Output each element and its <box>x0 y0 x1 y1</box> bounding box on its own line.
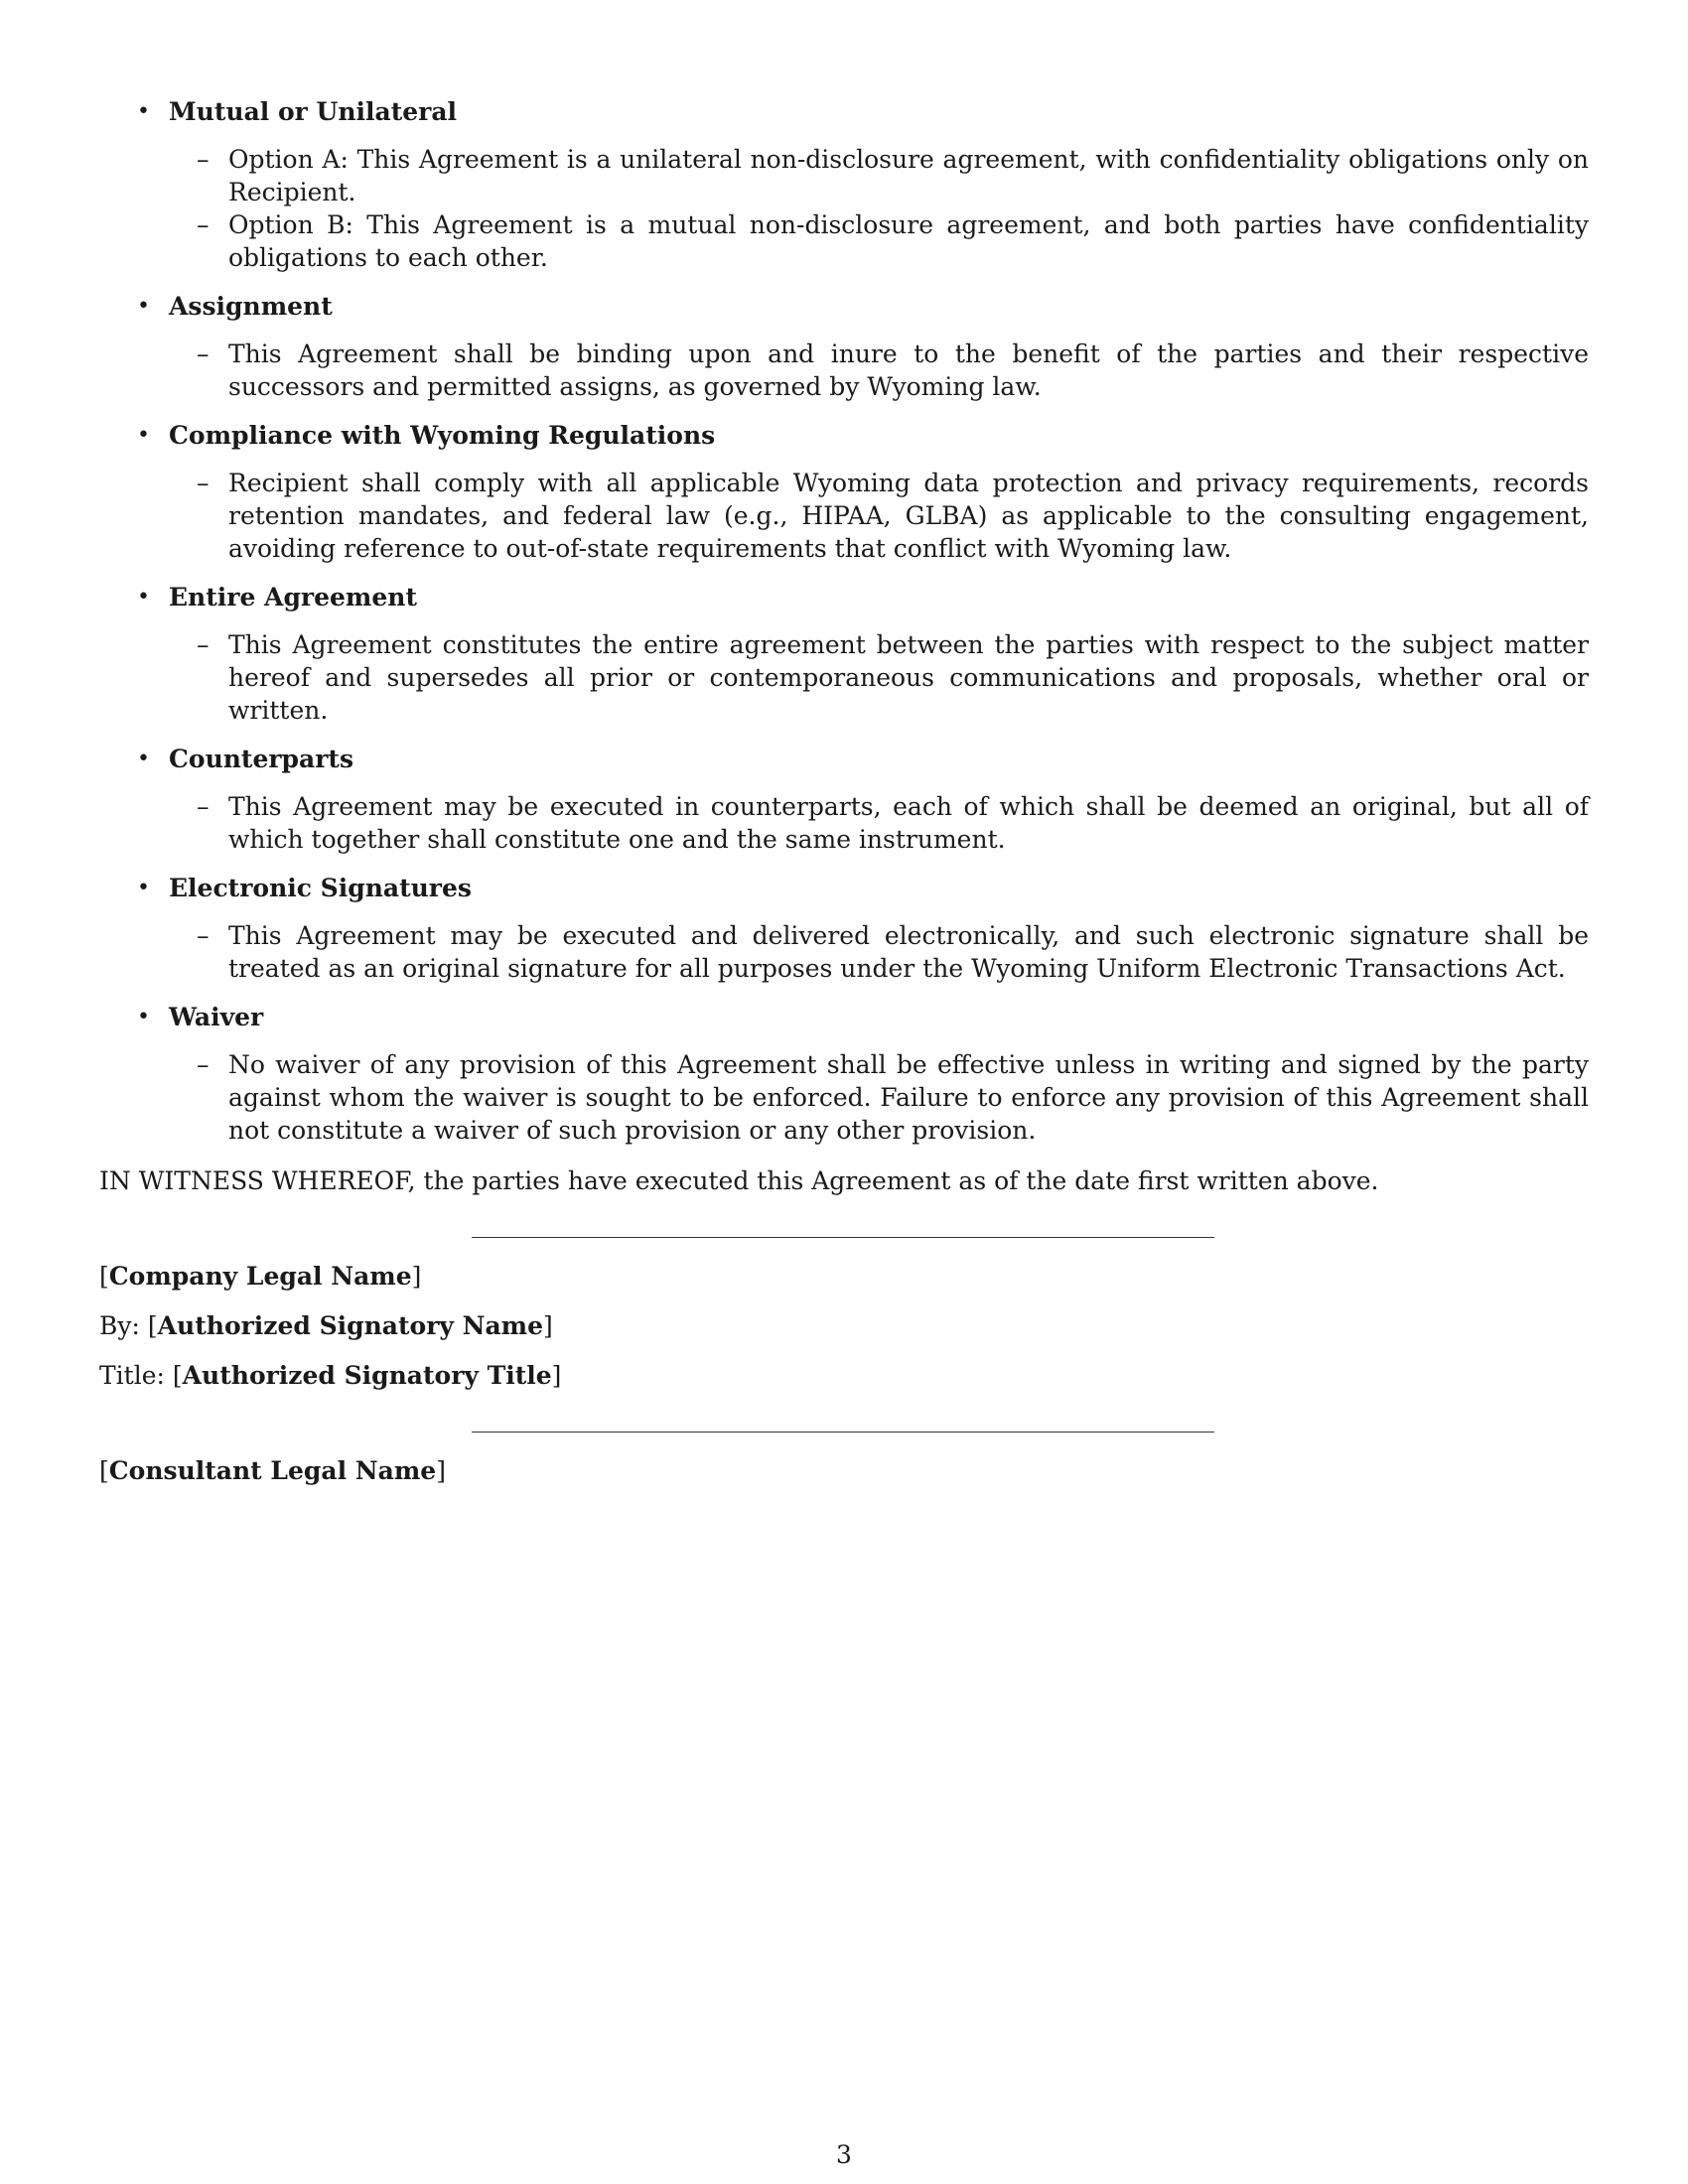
section-items <box>169 919 1589 985</box>
close-bracket: ] <box>436 1456 446 1485</box>
section-title: Waiver <box>169 1003 264 1031</box>
witness-clause: IN WITNESS WHEREOF, the parties have executed this Agreement as of the date first written above. <box>99 1166 1379 1195</box>
item-text: This Agreement constitutes the entire agreement between the parties with respect to the subject matter hereof and supersedes all prior or contemporaneous communications and proposals, whether oral or written. <box>228 630 1589 725</box>
list-item <box>169 143 1589 208</box>
section-entire-agreement <box>99 581 1589 727</box>
list-item <box>169 467 1589 565</box>
section-assignment <box>99 290 1589 403</box>
bullet-icon: • <box>137 876 150 900</box>
section-title: Compliance with Wyoming Regulations <box>169 421 716 450</box>
bullet-icon: • <box>137 585 150 610</box>
open-bracket: [ <box>172 1361 183 1390</box>
company-legal-name: Company Legal Name <box>108 1262 412 1291</box>
section-items <box>169 628 1589 727</box>
section-title: Mutual or Unilateral <box>169 97 458 126</box>
section-mutual-or-unilateral <box>99 95 1589 274</box>
section-counterparts <box>99 743 1589 856</box>
section-title: Electronic Signatures <box>169 874 472 902</box>
dash-icon: – <box>197 210 210 239</box>
item-text: This Agreement may be executed in counterparts, each of which shall be deemed an original, but all of which together shall constitute one and the same instrument. <box>228 792 1589 854</box>
bullet-icon: • <box>137 1005 150 1029</box>
title-label: Title: <box>99 1361 165 1390</box>
open-bracket: [ <box>99 1456 109 1485</box>
dash-icon: – <box>197 469 210 497</box>
dash-icon: – <box>197 921 210 950</box>
dash-icon: – <box>197 1050 210 1079</box>
dash-icon: – <box>197 145 210 174</box>
open-bracket: [ <box>147 1311 158 1340</box>
item-text: Option A: This Agreement is a unilateral non-disclosure agreement, with confidentiality obligations only on Recipient. <box>228 145 1589 206</box>
item-text: Recipient shall comply with all applicable Wyoming data protection and privacy requirements, records retention mandates, and federal law (e.g., HIPAA, GLBA) as applicable to the consulting engagement, avoiding reference to out-of-state requirements that conflict with Wyoming law. <box>228 469 1589 563</box>
section-title: Entire Agreement <box>169 583 417 612</box>
company-name-row <box>99 1260 1589 1293</box>
bullet-icon: • <box>137 747 150 771</box>
section-items <box>169 338 1589 403</box>
list-item <box>169 1048 1589 1147</box>
bullet-icon: • <box>137 99 150 124</box>
section-compliance <box>99 419 1589 565</box>
item-text: This Agreement may be executed and delivered electronically, and such electronic signature shall be treated as an original signature for all purposes under the Wyoming Uniform Electronic Transactions Act. <box>228 921 1589 983</box>
document-page <box>99 95 1589 1487</box>
consultant-signature-line <box>472 1432 1214 1433</box>
section-title: Assignment <box>169 292 333 321</box>
signatory-title-row <box>99 1359 1589 1392</box>
close-bracket: ] <box>543 1311 553 1340</box>
list-item <box>169 338 1589 403</box>
consultant-legal-name: Consultant Legal Name <box>108 1456 437 1485</box>
section-waiver <box>99 1001 1589 1147</box>
bullet-icon: • <box>137 294 150 319</box>
page-number: 3 <box>836 2140 852 2169</box>
list-item <box>169 208 1589 274</box>
signatory-name-row <box>99 1309 1589 1342</box>
open-bracket: [ <box>99 1262 109 1291</box>
section-items <box>169 790 1589 856</box>
close-bracket: ] <box>411 1262 422 1291</box>
list-item <box>169 628 1589 727</box>
company-signature-line <box>472 1237 1214 1238</box>
item-text: Option B: This Agreement is a mutual non-disclosure agreement, and both parties have confidentiality obligations to each other. <box>228 210 1589 272</box>
section-list <box>99 95 1589 1147</box>
close-bracket: ] <box>551 1361 562 1390</box>
signatory-title: Authorized Signatory Title <box>182 1361 552 1390</box>
bullet-icon: • <box>137 423 150 448</box>
signatory-name: Authorized Signatory Name <box>157 1311 544 1340</box>
section-items <box>169 467 1589 565</box>
consultant-name-row <box>99 1454 1589 1487</box>
item-text: No waiver of any provision of this Agreement shall be effective unless in writing and signed by the party against whom the waiver is sought to be enforced. Failure to enforce any provision of this Agreement shall not constitute a waiver of such provision or any other provision. <box>228 1050 1589 1145</box>
dash-icon: – <box>197 792 210 821</box>
section-electronic-signatures <box>99 872 1589 985</box>
list-item <box>169 790 1589 856</box>
item-text: This Agreement shall be binding upon and inure to the benefit of the parties and their respective successors and permitted assigns, as governed by Wyoming law. <box>228 340 1589 401</box>
dash-icon: – <box>197 630 210 659</box>
section-items <box>169 143 1589 274</box>
by-label: By: <box>99 1311 140 1340</box>
list-item <box>169 919 1589 985</box>
dash-icon: – <box>197 340 210 368</box>
section-title: Counterparts <box>169 745 354 773</box>
section-items <box>169 1048 1589 1147</box>
